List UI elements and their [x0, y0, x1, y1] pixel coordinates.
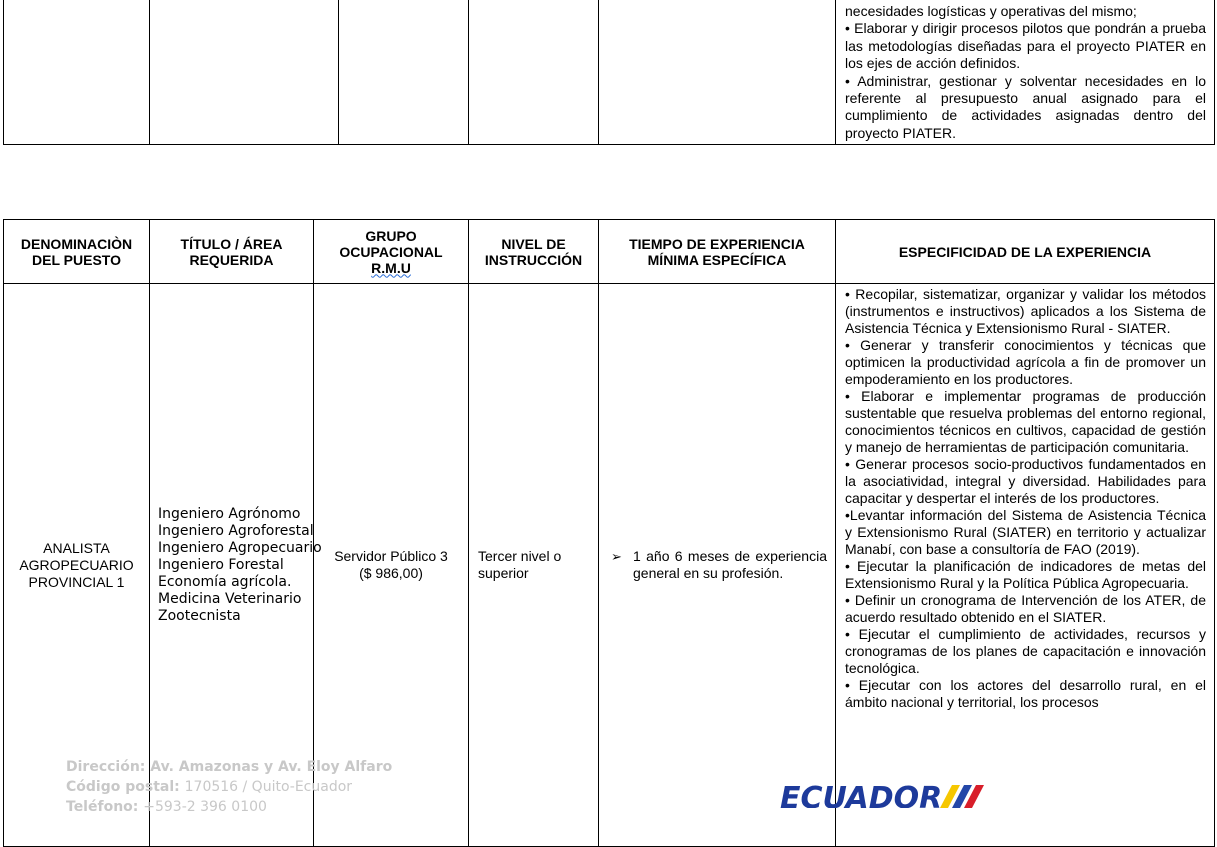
header-grupo-label: GRUPO OCUPACIONAL	[339, 227, 443, 260]
grupo-value: Servidor Público 3	[334, 548, 448, 564]
titulo-item: Ingeniero Agroforestal	[158, 522, 314, 539]
list-item: necesidades logísticas y operativas del mismo;	[845, 3, 1137, 19]
list-item: • Ejecutar con los actores del desarrollo rural, en el ámbito nacional y territorial, los procesos	[845, 677, 1206, 710]
footer-telefono: Teléfono: +593-2 396 0100	[66, 799, 267, 815]
titulo-item: Zootecnista	[158, 607, 241, 624]
empty-cell	[469, 0, 599, 145]
ecuador-logo	[780, 775, 1030, 808]
svg-text:ECUADOR: ECUADOR	[780, 781, 943, 808]
header-rmu-label: R.M.U	[371, 259, 411, 276]
empty-cell	[599, 0, 836, 145]
titulo-item: Ingeniero Forestal	[158, 556, 284, 573]
list-item: • Ejecutar el cumplimiento de actividades, recursos y cronogramas de los planes de capacitación e innovación tecnológica.	[845, 626, 1206, 676]
list-item: • Elaborar e implementar programas de producción sustentable que resuelva problemas del entorno regional, conocimientos técnicos en cultivos, capacidad de gestión y manejo de herramientas de participación comunitaria.	[845, 388, 1206, 455]
tiempo-value: 1 año 6 meses de experiencia general en su profesión.	[633, 548, 827, 581]
tiempo-cell	[599, 284, 836, 847]
list-item: • Elaborar y dirigir procesos pilotos que pondrán a prueba las metodologías diseñadas para el proyecto PIATER en los ejes de acción definidos.	[845, 20, 1206, 72]
titulo-item: Economía agrícola.	[158, 573, 292, 590]
list-item: • Generar procesos socio-productivos fundamentados en la asociatividad, integral y diversidad. Habilidades para capacitar y despertar el interés de los productores.	[845, 456, 1206, 506]
rmu-value: ($ 986,00)	[359, 565, 423, 581]
table-row	[4, 0, 1215, 145]
list-item: • Definir un cronograma de Intervención de los ATER, de acuerdo resultado obtenido en el SIATER.	[845, 592, 1206, 625]
header-titulo: TÍTULO / ÁREA REQUERIDA	[150, 220, 314, 284]
footer-direccion: Dirección: Av. Amazonas y Av. Eloy Alfaro	[66, 759, 393, 775]
list-item: • Recopilar, sistematizar, organizar y validar los métodos (instrumentos e instructivos) aplicados a los Sistema de Asistencia Técnica y Extensionismo Rural - SIATER.	[845, 286, 1206, 336]
job-profile-table	[3, 219, 1215, 847]
header-nivel: NIVEL DE INSTRUCCIÓN	[469, 220, 599, 284]
header-grupo	[314, 220, 469, 284]
arrow-bullet-icon: ➢	[611, 549, 622, 564]
titulo-item: Ingeniero Agropecuario	[158, 539, 322, 556]
experience-cell-continued	[836, 0, 1215, 145]
titulo-item: Medicina Veterinario	[158, 590, 302, 607]
table-header-row	[4, 220, 1215, 284]
puesto-cell: ANALISTA AGROPECUARIO PROVINCIAL 1	[4, 284, 150, 847]
empty-cell	[150, 0, 339, 145]
footer-postal: Código postal: 170516 / Quito-Ecuador	[66, 779, 353, 795]
footer-address	[66, 757, 392, 817]
header-especificidad: ESPECIFICIDAD DE LA EXPERIENCIA	[836, 220, 1215, 284]
empty-cell	[339, 0, 469, 145]
header-tiempo: TIEMPO DE EXPERIENCIA MÍNIMA ESPECÍFICA	[599, 220, 836, 284]
list-item: •Levantar información del Sistema de Asistencia Técnica y Extensionismo Rural (SIATER) en territorio y actualizar Manabí, con base a consultoría de FAO (2019).	[845, 507, 1206, 557]
especificidad-cell	[836, 284, 1215, 847]
titulo-item: Ingeniero Agrónomo	[158, 505, 301, 522]
list-item: • Administrar, gestionar y solventar necesidades en lo referente al presupuesto anual asignado para el cumplimiento de actividades asignadas dentro del proyecto PIATER.	[845, 72, 1206, 141]
list-item: • Generar y transferir conocimientos y técnicas que optimicen la productividad agrícola a fin de promover un empoderamiento en los productores.	[845, 337, 1206, 387]
empty-cell	[4, 0, 150, 145]
nivel-cell: Tercer nivel o superior	[469, 284, 599, 847]
header-denominacion: DENOMINACIÒN DEL PUESTO	[4, 220, 150, 284]
list-item: • Ejecutar la planificación de indicadores de metas del Extensionismo Rural y la Política Pública Agropecuaria.	[845, 558, 1206, 591]
continuation-table	[3, 0, 1215, 145]
